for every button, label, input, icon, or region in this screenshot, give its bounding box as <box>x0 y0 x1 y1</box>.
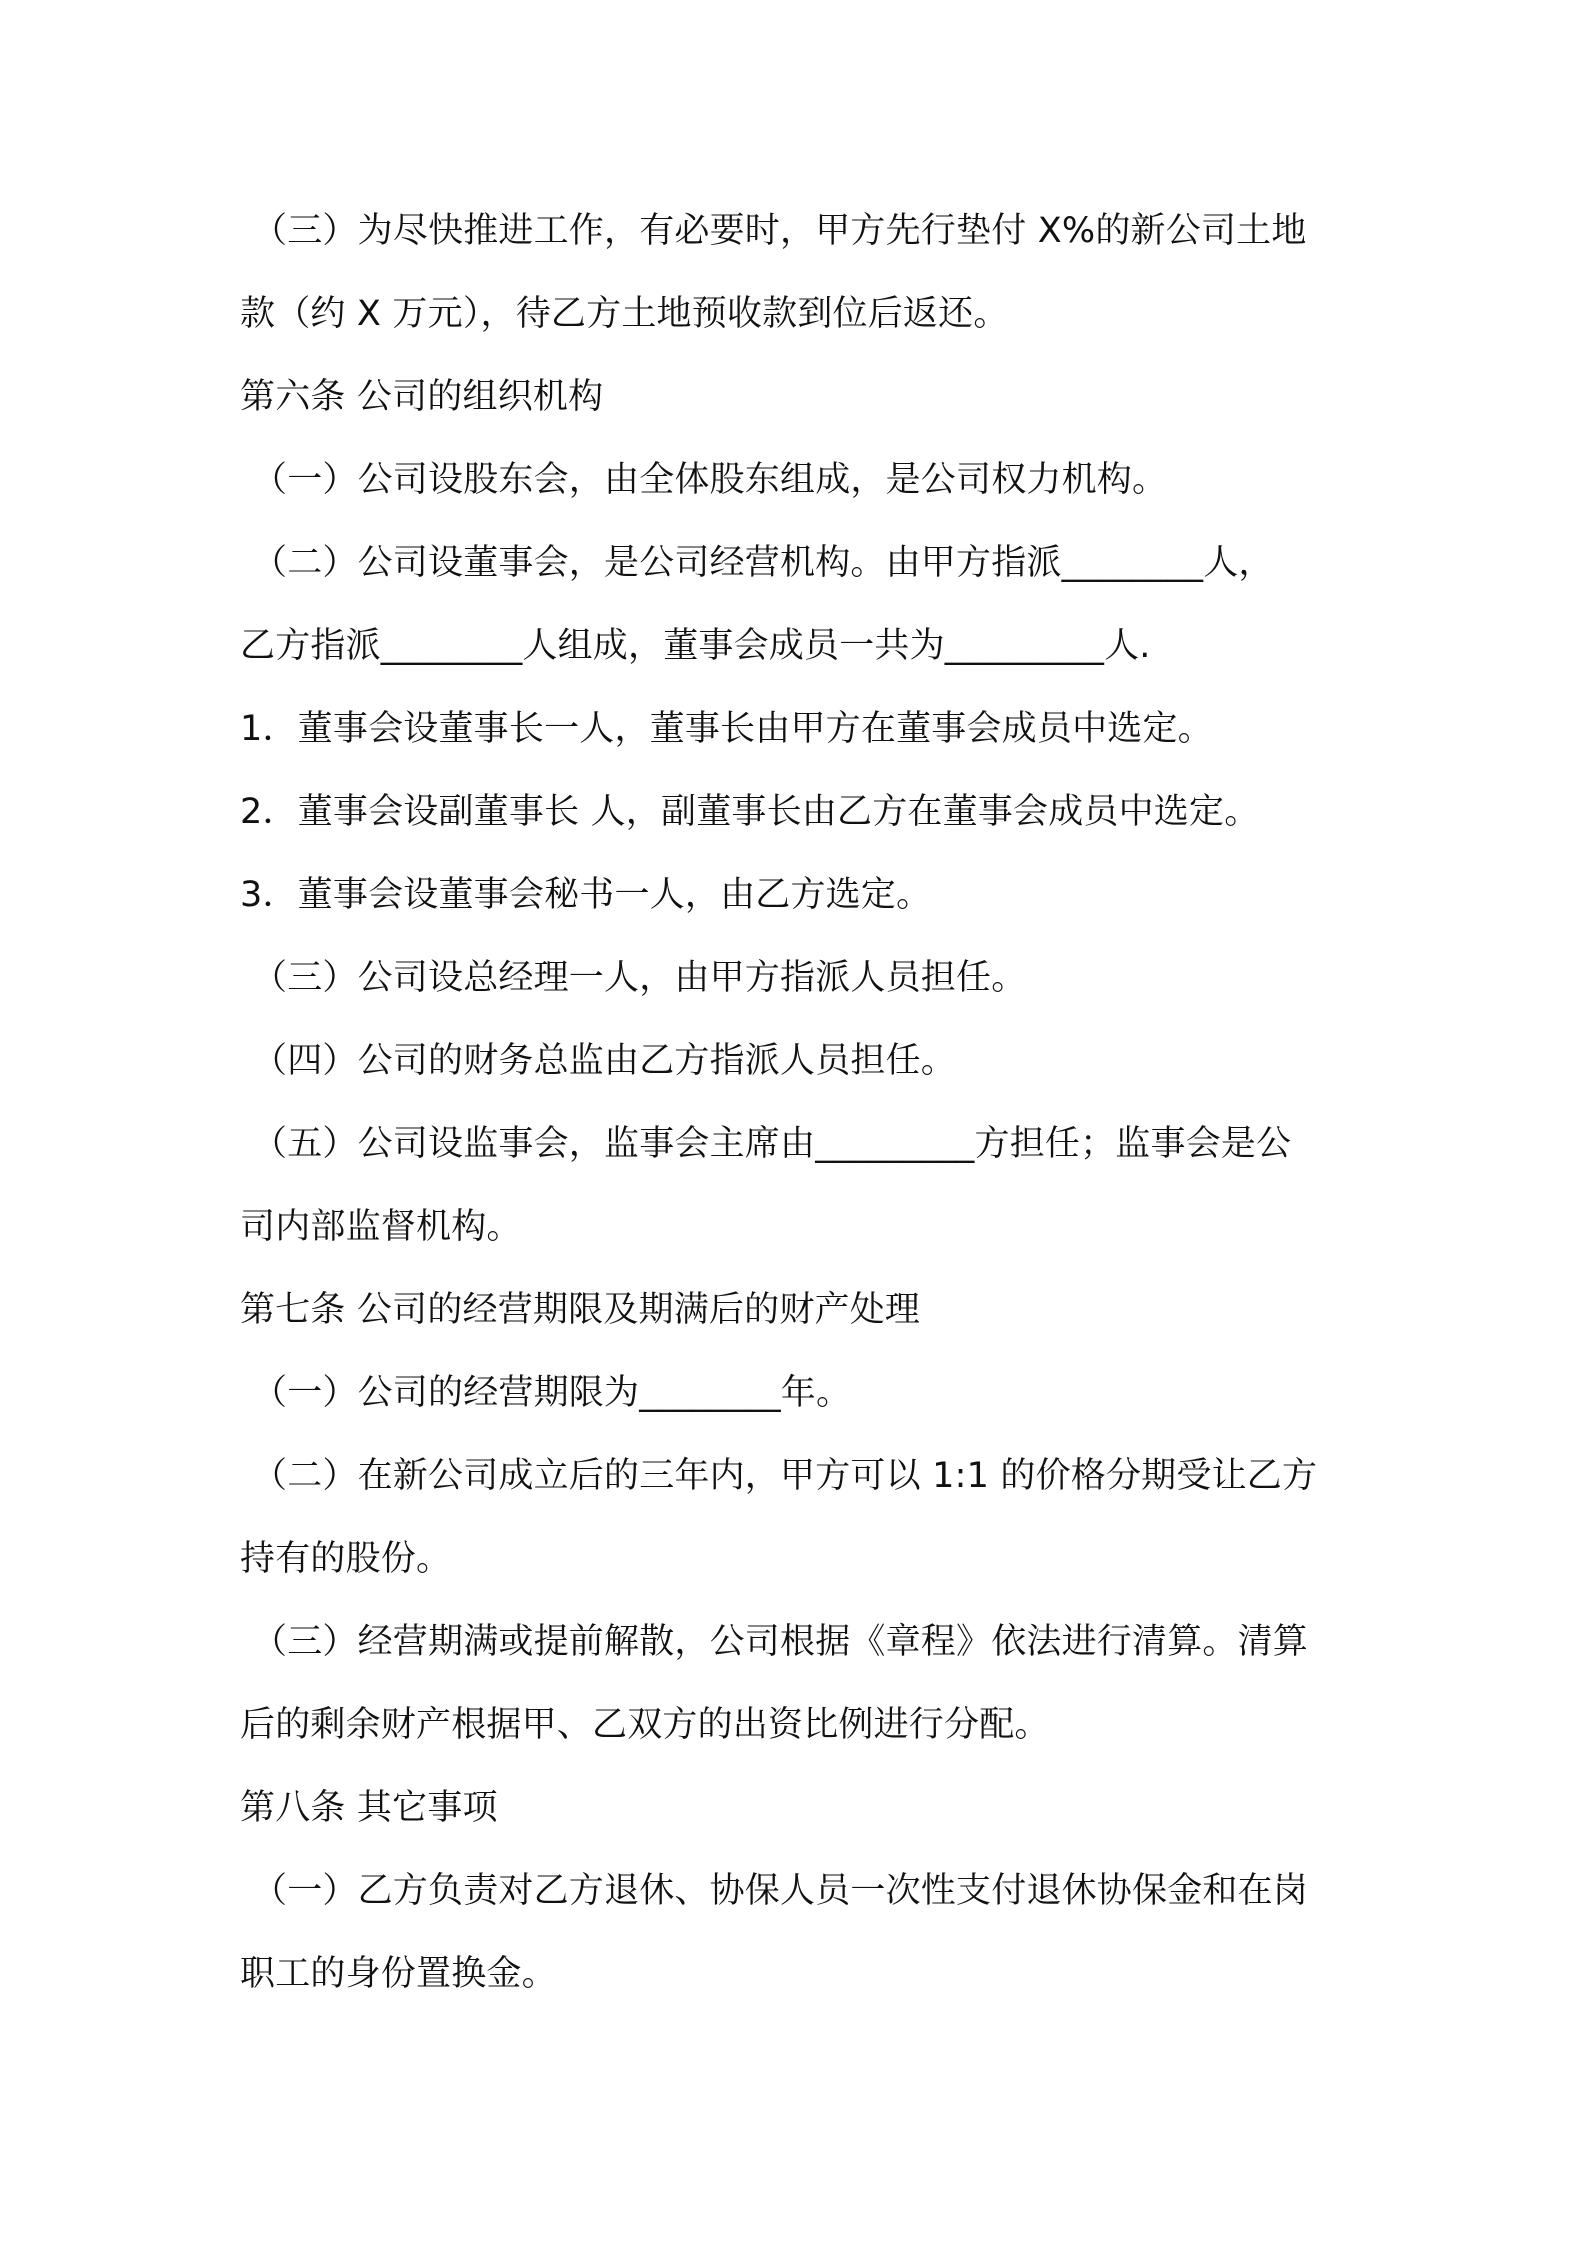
numbered-item: 2．董事会设副董事长 人，副董事长由乙方在董事会成员中选定。 <box>240 792 1260 832</box>
paragraph-line: （五）公司设监事会，监事会主席由_________方担任；监事会是公 <box>252 1124 1292 1164</box>
paragraph-line: （二）在新公司成立后的三年内，甲方可以 1:1 的价格分期受让乙方 <box>252 1456 1318 1496</box>
paragraph-line: （四）公司的财务总监由乙方指派人员担任。 <box>252 1041 957 1081</box>
paragraph-line: （三）公司设总经理一人，由甲方指派人员担任。 <box>252 958 1027 998</box>
paragraph-line: （一）乙方负责对乙方退休、协保人员一次性支付退休协保金和在岗 <box>252 1871 1309 1911</box>
article-heading: 第七条 公司的经营期限及期满后的财产处理 <box>240 1290 921 1330</box>
paragraph-line: （二）公司设董事会，是公司经营机构。由甲方指派________人， <box>252 543 1274 583</box>
paragraph-line: （一）公司的经营期限为________年。 <box>252 1373 852 1413</box>
numbered-item: 3．董事会设董事会秘书一人，由乙方选定。 <box>240 875 932 915</box>
paragraph-line: 司内部监督机构。 <box>240 1207 522 1247</box>
numbered-item: 1．董事会设董事长一人，董事长由甲方在董事会成员中选定。 <box>240 709 1213 749</box>
paragraph-line: （三）经营期满或提前解散，公司根据《章程》依法进行清算。清算 <box>252 1622 1309 1662</box>
paragraph-line: 款（约 X 万元），待乙方土地预收款到位后返还。 <box>240 294 1009 334</box>
paragraph-line: （三）为尽快推进工作，有必要时，甲方先行垫付 X%的新公司土地 <box>252 211 1307 251</box>
paragraph-line: 持有的股份。 <box>240 1539 452 1579</box>
paragraph-line: 后的剩余财产根据甲、乙双方的出资比例进行分配。 <box>240 1705 1050 1745</box>
document-body <box>240 190 1360 2016</box>
paragraph-line: 职工的身份置换金。 <box>240 1954 557 1994</box>
paragraph-line: （一）公司设股东会，由全体股东组成，是公司权力机构。 <box>252 460 1168 500</box>
article-heading: 第六条 公司的组织机构 <box>240 377 604 417</box>
paragraph-line: 乙方指派________人组成，董事会成员一共为_________人. <box>240 626 1151 666</box>
article-heading: 第八条 其它事项 <box>240 1788 498 1828</box>
